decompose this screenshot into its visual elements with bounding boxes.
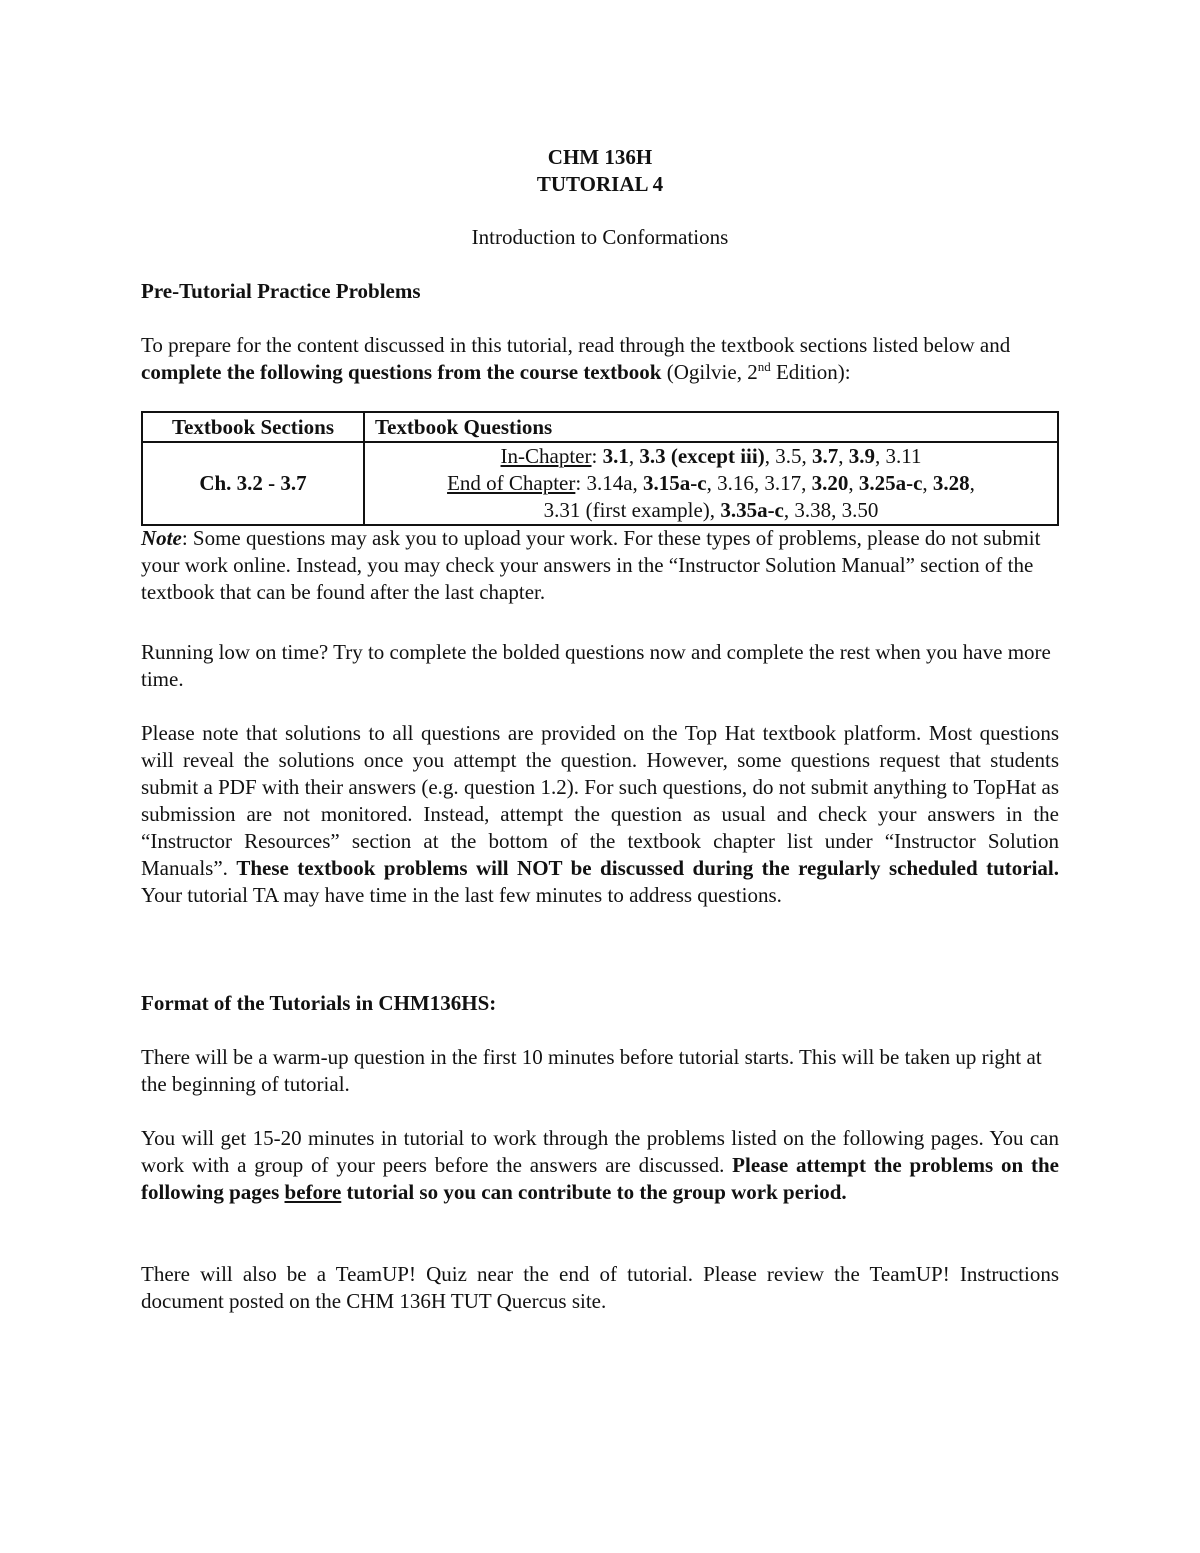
end-chapter-run-4: ,	[848, 471, 859, 495]
end-chapter-questions	[575, 471, 975, 495]
in-chapter-label: In-Chapter	[500, 444, 592, 468]
end-chapter-line	[375, 470, 1047, 497]
in-chapter-run-0: :	[591, 444, 603, 468]
work-paragraph	[141, 1125, 1059, 1206]
end-chapter-label: End of Chapter	[447, 471, 576, 495]
work-bold-2: tutorial so you can contribute to the group work period.	[341, 1180, 847, 1204]
course-code: CHM 136H	[547, 145, 653, 169]
intro-text-2: (Ogilvie, 2	[661, 360, 758, 384]
end-chapter-continued-run-0: 3.31 (first example),	[543, 498, 721, 522]
end-chapter-run-6: ,	[922, 471, 933, 495]
end-chapter-run-7: 3.28	[932, 471, 970, 495]
table-cell-questions	[364, 442, 1058, 525]
table-row	[142, 442, 1058, 525]
note-text: : Some questions may ask you to upload your work. For these types of problems, please do not submit your work online. Instead, you may check your answers in the “Instructor Solution Manual” section of the textbook that can be found after the last chapter.	[141, 526, 1041, 604]
in-chapter-line	[375, 443, 1047, 470]
solutions-bold: These textbook problems will NOT be discussed during the regularly scheduled tutorial.	[236, 856, 1059, 880]
solutions-tail: Your tutorial TA may have time in the last few minutes to address questions.	[141, 883, 782, 907]
table-header-questions: Textbook Questions	[364, 412, 1058, 442]
in-chapter-questions	[592, 444, 922, 468]
end-chapter-run-3: 3.20	[811, 471, 849, 495]
teamup-paragraph: There will also be a TeamUP! Quiz near the end of tutorial. Please review the TeamUP! Instructions document posted on the CHM 136H TUT Quercus site.	[141, 1262, 1059, 1313]
in-chapter-run-6: ,	[838, 444, 849, 468]
end-chapter-continued-run-2: , 3.38, 3.50	[783, 498, 879, 522]
format-heading: Format of the Tutorials in CHM136HS:	[141, 991, 497, 1015]
topic-title: Introduction to Conformations	[471, 225, 729, 249]
end-chapter-continued-run-1: 3.35a-c	[720, 498, 784, 522]
warmup-paragraph: There will be a warm-up question in the first 10 minutes before tutorial starts. This will be taken up right at the beginning of tutorial.	[141, 1045, 1042, 1096]
end-chapter-run-5: 3.25a-c	[858, 471, 923, 495]
tutorial-number: TUTORIAL 4	[536, 172, 664, 196]
intro-sup: nd	[757, 359, 771, 374]
textbook-table	[141, 411, 1059, 526]
in-chapter-run-1: 3.1	[602, 444, 629, 468]
note-paragraph	[141, 525, 1059, 606]
end-chapter-run-8: ,	[969, 471, 975, 495]
intro-text-3: Edition):	[770, 360, 851, 384]
pretutorial-heading: Pre-Tutorial Practice Problems	[141, 279, 421, 303]
solutions-text: Please note that solutions to all questions are provided on the Top Hat textbook platform. Most questions will reveal the solutions once you attempt the question. However, some questions request that students submit a PDF with their answers (e.g. question 1.2). For such questions, do not submit anything to TopHat as submission are not monitored. Instead, attempt the question as usual and check your answers in the “Instructor Resources” section at the bottom of the textbook chapter list under “Instructor Solution Manuals”.	[141, 721, 1059, 880]
end-chapter-questions-continued	[375, 497, 1047, 524]
running-low-paragraph: Running low on time? Try to complete the bolded questions now and complete the rest when you have more time.	[141, 640, 1051, 691]
work-text: You will get 15-20 minutes in tutorial to work through the problems listed on the following pages. You can work with a group of your peers before the answers are discussed.	[141, 1126, 1059, 1177]
note-label: Note	[141, 526, 182, 550]
title-block	[141, 144, 1059, 198]
end-chapter-run-2: , 3.16, 3.17,	[706, 471, 812, 495]
in-chapter-run-5: 3.7	[811, 444, 839, 468]
intro-text-1: To prepare for the content discussed in this tutorial, read through the textbook sections listed below and	[141, 333, 1011, 357]
intro-bold: complete the following questions from the course textbook	[141, 360, 662, 384]
work-underline: before	[284, 1180, 342, 1204]
end-chapter-run-1: 3.15a-c	[643, 471, 707, 495]
in-chapter-run-3: 3.3 (except iii)	[639, 444, 765, 468]
work-bold-1: Please attempt the problems on the following pages	[141, 1153, 1059, 1204]
table-cell-section: Ch. 3.2 - 3.7	[142, 442, 364, 525]
in-chapter-run-2: ,	[628, 444, 640, 468]
in-chapter-run-7: 3.9	[848, 444, 875, 468]
in-chapter-run-8: , 3.11	[874, 444, 922, 468]
table-header-row	[142, 412, 1058, 442]
pretutorial-intro	[141, 332, 1059, 386]
in-chapter-run-4: , 3.5,	[764, 444, 812, 468]
table-header-sections: Textbook Sections	[142, 412, 364, 442]
solutions-paragraph	[141, 720, 1059, 909]
end-chapter-run-0: : 3.14a,	[575, 471, 644, 495]
